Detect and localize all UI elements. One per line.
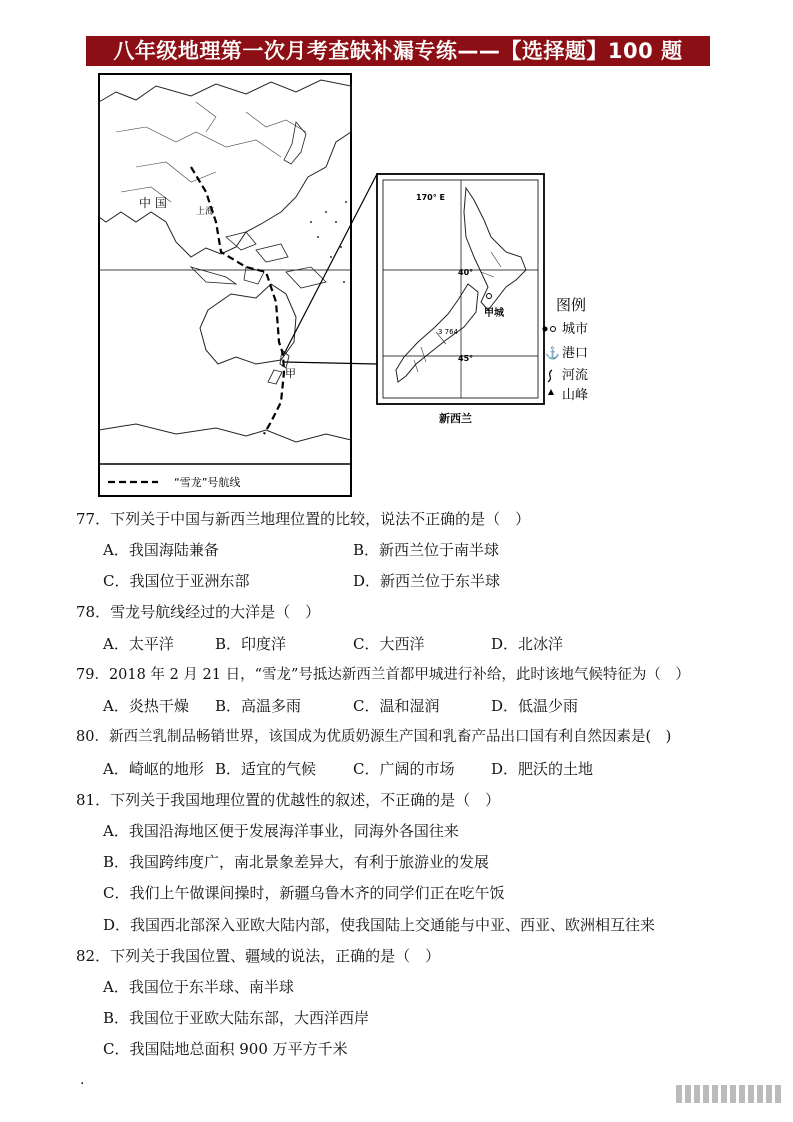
q82-option-c[interactable]: C．我国陆地总面积 900 万平方千米 bbox=[103, 1040, 348, 1058]
q77-option-d[interactable]: D．新西兰位于东半球 bbox=[353, 572, 501, 590]
q82-option-a[interactable]: A．我国位于东半球、南半球 bbox=[103, 978, 294, 996]
footer-dot: . bbox=[80, 1072, 85, 1088]
map-figure bbox=[96, 72, 696, 502]
mountain-number: 3 764 bbox=[438, 328, 459, 336]
q77-option-c[interactable]: C．我国位于亚洲东部 bbox=[103, 572, 250, 590]
peak-icon bbox=[548, 389, 554, 395]
q81-option-c[interactable]: C．我们上午做课间操时，新疆乌鲁木齐的同学们正在吃午饭 bbox=[103, 884, 505, 902]
question-78: 78．雪龙号航线经过的大洋是（ ） bbox=[76, 603, 321, 621]
q80-option-c[interactable]: C．广阔的市场 bbox=[353, 760, 455, 778]
q78-option-b[interactable]: B．印度洋 bbox=[215, 635, 287, 653]
question-80: 80．新西兰乳制品畅销世界，该国成为优质奶源生产国和乳畜产品出口国有利自然因素是( ) bbox=[76, 729, 672, 745]
q82-option-b[interactable]: B．我国位于亚欧大陆东部，大西洋西岸 bbox=[103, 1009, 370, 1027]
lat45-label: 45° bbox=[458, 354, 474, 363]
question-79: 79．2018 年 2 月 21 日，“雪龙”号抵达新西兰首都甲城进行补给，此时该地气候特征为（ ） bbox=[76, 667, 690, 683]
q78-option-c[interactable]: C．大西洋 bbox=[353, 635, 425, 653]
anchor-icon: ⚓ bbox=[545, 346, 560, 360]
q79-option-c[interactable]: C．温和湿润 bbox=[353, 697, 440, 715]
shanghai-label: 上海 bbox=[196, 207, 215, 217]
q78-option-a[interactable]: A．太平洋 bbox=[103, 635, 174, 653]
q79-option-d[interactable]: D．低温少雨 bbox=[491, 697, 579, 715]
city-label: 甲城 bbox=[484, 308, 504, 319]
question-77: 77．下列关于中国与新西兰地理位置的比较，说法不正确的是（ ） bbox=[76, 510, 531, 528]
q80-option-d[interactable]: D．肥沃的土地 bbox=[491, 760, 594, 778]
q79-option-a[interactable]: A．炎热干燥 bbox=[103, 697, 189, 715]
q81-option-b[interactable]: B．我国跨纬度广，南北景象差异大，有利于旅游业的发展 bbox=[103, 853, 490, 871]
q77-option-b[interactable]: B．新西兰位于南半球 bbox=[353, 541, 500, 559]
legend-city: 城市 bbox=[562, 322, 589, 337]
q77-option-a[interactable]: A．我国海陆兼备 bbox=[103, 541, 219, 559]
jia-label: 甲 bbox=[285, 367, 296, 380]
inset-frame bbox=[377, 174, 544, 404]
lon-label: 170° E bbox=[416, 193, 445, 202]
legend-port: 港口 bbox=[562, 346, 589, 361]
lat40-label: 40° bbox=[458, 268, 474, 277]
river-icon bbox=[548, 370, 552, 382]
q81-option-d[interactable]: D．我国西北部深入亚欧大陆内部，使我国陆上交通能与中亚、西亚、欧洲相互往来 bbox=[103, 916, 656, 934]
q80-option-b[interactable]: B．适宜的气候 bbox=[215, 760, 317, 778]
watermark-icon bbox=[676, 1082, 781, 1106]
q80-option-a[interactable]: A．崎岖的地形 bbox=[103, 760, 204, 778]
inset-title: 新西兰 bbox=[439, 412, 472, 425]
q81-option-a[interactable]: A．我国沿海地区便于发展海洋事业，同海外各国往来 bbox=[103, 822, 459, 840]
q79-option-b[interactable]: B．高温多雨 bbox=[215, 697, 302, 715]
q78-option-d[interactable]: D．北冰洋 bbox=[491, 635, 564, 653]
question-81: 81．下列关于我国地理位置的优越性的叙述，不正确的是（ ） bbox=[76, 791, 501, 809]
legend-river: 河流 bbox=[562, 368, 589, 383]
page-title: 八年级地理第一次月考查缺补漏专练——【选择题】100 题 bbox=[86, 36, 710, 66]
legend-title: 图例 bbox=[556, 296, 587, 314]
route-legend-label: “雪龙”号航线 bbox=[174, 476, 241, 489]
legend-peak: 山峰 bbox=[562, 388, 589, 403]
question-82: 82．下列关于我国位置、疆域的说法，正确的是（ ） bbox=[76, 947, 441, 965]
china-label: 中 国 bbox=[139, 196, 167, 210]
